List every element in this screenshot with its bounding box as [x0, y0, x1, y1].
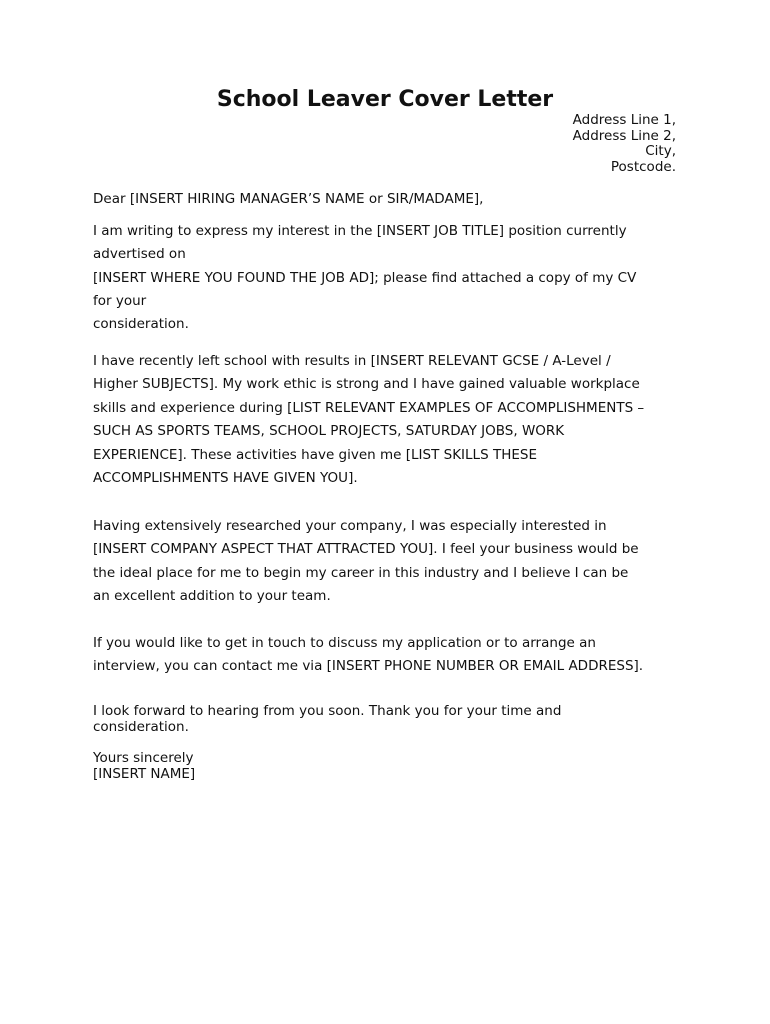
address-postcode: Postcode.	[610, 158, 676, 175]
text-line: the ideal place for me to begin my career in this industry and I believe I can be	[93, 564, 629, 581]
text-line: I have recently left school with results in [INSERT RELEVANT GCSE / A-Level /	[93, 353, 611, 369]
text-line: for your	[93, 292, 147, 309]
text-line: If you would like to get in touch to discuss my application or to arrange an	[93, 635, 596, 651]
valediction: Yours sincerely	[93, 750, 194, 766]
signatory-name: [INSERT NAME]	[93, 766, 196, 782]
text-line: skills and experience during [LIST RELEVANT EXAMPLES OF ACCOMPLISHMENTS –	[93, 399, 645, 416]
paragraph-company	[93, 515, 683, 609]
text-line: I look forward to hearing from you soon. Thank you for your time and	[93, 703, 562, 719]
text-line: consideration.	[93, 718, 189, 735]
address-line-2: Address Line 2,	[572, 127, 676, 144]
text-line: I am writing to express my interest in the [INSERT JOB TITLE] position currently	[93, 223, 627, 239]
paragraph-interest	[93, 220, 683, 336]
paragraph-experience	[93, 350, 683, 490]
address-city: City,	[645, 143, 676, 159]
text-line: ACCOMPLISHMENTS HAVE GIVEN YOU].	[93, 470, 358, 487]
paragraph-thanks	[93, 704, 683, 735]
text-line: advertised on	[93, 246, 186, 263]
paragraph-contact	[93, 632, 683, 679]
text-line: interview, you can contact me via [INSERT PHONE NUMBER OR EMAIL ADDRESS].	[93, 658, 644, 675]
text-line: EXPERIENCE]. These activities have given me [LIST SKILLS THESE	[93, 446, 537, 463]
text-line: an excellent addition to your team.	[93, 588, 331, 605]
text-line: consideration.	[93, 316, 189, 333]
signature-block	[93, 750, 683, 782]
text-line: [INSERT WHERE YOU FOUND THE JOB AD]; please find attached a copy of my CV	[93, 269, 637, 286]
text-line: [INSERT COMPANY ASPECT THAT ATTRACTED YOU]. I feel your business would be	[93, 541, 639, 558]
sender-address	[573, 113, 676, 175]
document-title: School Leaver Cover Letter	[216, 87, 554, 112]
text-line: Having extensively researched your company, I was especially interested in	[93, 518, 607, 534]
text-line: Higher SUBJECTS]. My work ethic is strong and I have gained valuable workplace	[93, 376, 640, 393]
salutation: Dear [INSERT HIRING MANAGER’S NAME or SIR/MADAME],	[93, 191, 484, 207]
text-line: SUCH AS SPORTS TEAMS, SCHOOL PROJECTS, SATURDAY JOBS, WORK	[93, 423, 565, 440]
address-line-1: Address Line 1,	[572, 112, 676, 128]
